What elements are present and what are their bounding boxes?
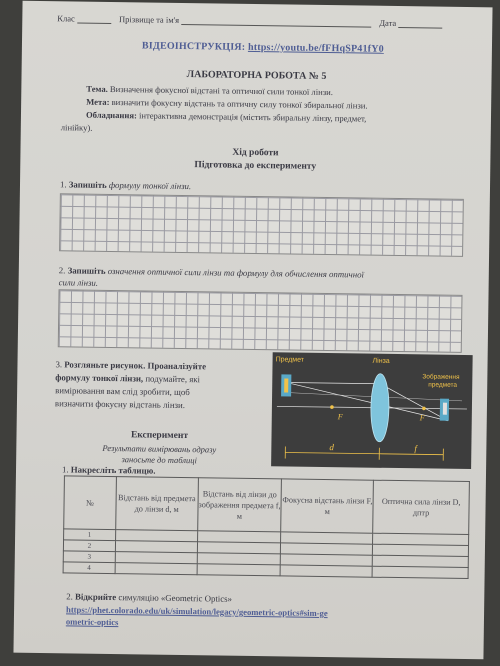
equipment-text: інтерактивна демонстрація (містить збиральну лінзу, предмет, xyxy=(138,110,367,124)
task-3-line-1 xyxy=(55,359,206,371)
date-field xyxy=(398,27,442,29)
task-3-text-2: подумайте, які xyxy=(145,373,201,385)
task-3-bold-2: формулу тонкої лінзи, xyxy=(55,372,144,384)
task-2-text: означення оптичної сили лінзи та формулу для обчислення оптичної xyxy=(107,265,365,280)
theme-label: Тема. xyxy=(86,83,108,94)
task-3-line-4: визначити фокусну відстань лінзи. xyxy=(54,398,186,411)
lab-goal xyxy=(86,97,367,111)
preparation-heading: Підготовка до експерименту xyxy=(194,160,317,172)
simulation-link-part-1[interactable]: https://phet.colorado.edu/uk/simulation/legacy/geometric-optics xyxy=(66,604,300,618)
lab-title: ЛАБОРАТОРНА РОБОТА № 5 xyxy=(186,69,327,82)
thin-lens-diagram xyxy=(271,352,473,469)
row-number: 4 xyxy=(63,562,115,574)
distance-d-line xyxy=(285,452,379,453)
cell-d[interactable] xyxy=(115,563,197,575)
video-link[interactable]: https://youtu.be/fFHqSP41fY0 xyxy=(247,41,384,55)
task-2 xyxy=(59,265,364,279)
task-3-number: 3. xyxy=(55,359,63,370)
step-2-number: 2. xyxy=(66,591,73,602)
task-2-text-cont: сили лінзи. xyxy=(58,277,99,288)
row-number: 1 xyxy=(64,529,116,541)
label-F-left: F xyxy=(337,412,343,422)
name-field xyxy=(181,24,371,28)
thin-lens-figure xyxy=(271,352,473,469)
header-image-distance: Відстань від лінзи до зображення предмета f, м xyxy=(197,478,282,532)
measurement-table xyxy=(63,475,470,579)
procedure-heading: Хід роботи xyxy=(232,147,279,159)
video-instruction xyxy=(142,40,384,54)
task-2-number: 2. xyxy=(58,265,66,276)
step-2-verb: Відкрийте xyxy=(75,591,117,603)
answer-grid-2[interactable] xyxy=(58,289,463,353)
object-arrow xyxy=(284,378,288,392)
header-optical-power: Оптична сила лінзи D, дптр xyxy=(373,480,470,534)
task-1-number: 1. xyxy=(59,179,67,190)
student-info-line xyxy=(57,13,442,28)
class-label: Клас xyxy=(57,13,75,24)
task-3-line-3: вимірювання вам слід зробити, щоб xyxy=(55,385,190,398)
answer-grid-1[interactable] xyxy=(59,193,464,257)
image-arrow xyxy=(443,403,447,415)
label-lens: Лінза xyxy=(372,357,390,365)
class-field xyxy=(77,23,111,24)
name-label: Прізвище та ім'я xyxy=(118,14,180,25)
task-1 xyxy=(60,179,191,191)
task-3-line-2 xyxy=(55,372,200,384)
lab-equipment-cont: лінійку). xyxy=(60,122,93,133)
experiment-note-1: Результати вимірювань одразу xyxy=(102,442,217,455)
distance-f-line xyxy=(379,454,443,455)
experiment-step-2 xyxy=(66,591,232,603)
worksheet-page xyxy=(13,1,492,659)
goal-label: Мета: xyxy=(86,96,110,107)
goal-text: визначити фокусну відстань та оптичну силу тонкої збиральної лінзи. xyxy=(111,97,368,111)
task-1-text: формулу тонкої лінзи. xyxy=(108,179,192,192)
header-number: № xyxy=(64,476,117,530)
step-2-text: симуляцію «Geometric Optics» xyxy=(118,592,233,604)
task-3-bold-1: Розгляньте рисунок. Проаналізуйте xyxy=(64,359,207,372)
label-F-right: F xyxy=(419,413,425,423)
ray-refracted xyxy=(380,384,448,421)
cell-D[interactable] xyxy=(372,566,468,578)
lab-equipment xyxy=(86,110,366,124)
label-d: d xyxy=(329,442,334,453)
label-image-2: предмета xyxy=(428,381,458,389)
date-label: Дата xyxy=(379,17,397,28)
label-object: Предмет xyxy=(275,356,305,364)
experiment-note-2: заносьте до таблиці xyxy=(121,454,197,466)
header-object-distance: Відстань від предмета до лінзи d, м xyxy=(116,477,199,531)
lab-theme xyxy=(86,84,333,97)
task-2-verb: Запишіть xyxy=(67,265,106,276)
task-1-verb: Запишіть xyxy=(68,179,107,190)
step-1-text: Накресліть таблицю. xyxy=(70,464,156,476)
cell-F[interactable] xyxy=(281,565,373,577)
experiment-heading: Експеримент xyxy=(130,430,189,442)
video-label: ВІДЕОІНСТРУКЦІЯ: xyxy=(141,40,246,53)
cell-f[interactable] xyxy=(197,564,281,576)
step-1-number: 1. xyxy=(61,464,69,475)
ray-parallel xyxy=(286,382,380,383)
focal-point-left xyxy=(330,405,334,409)
header-focal-length: Фокусна відстань лінзи F, м xyxy=(281,479,373,533)
simulation-link-cont[interactable]: ometric-optics xyxy=(65,616,119,628)
label-image-1: Зображення xyxy=(422,373,460,381)
simulation-link-part-2[interactable]: #sim-ge xyxy=(299,607,328,619)
label-f: f xyxy=(414,443,417,454)
row-number: 3 xyxy=(63,551,115,563)
theme-text: Визначення фокусної відстані та оптичної сили тонкої лінзи. xyxy=(109,83,333,98)
row-number: 2 xyxy=(63,540,115,552)
table-header-row xyxy=(64,476,470,535)
experiment-step-1 xyxy=(62,464,156,475)
equipment-label: Обладнання: xyxy=(85,109,137,121)
